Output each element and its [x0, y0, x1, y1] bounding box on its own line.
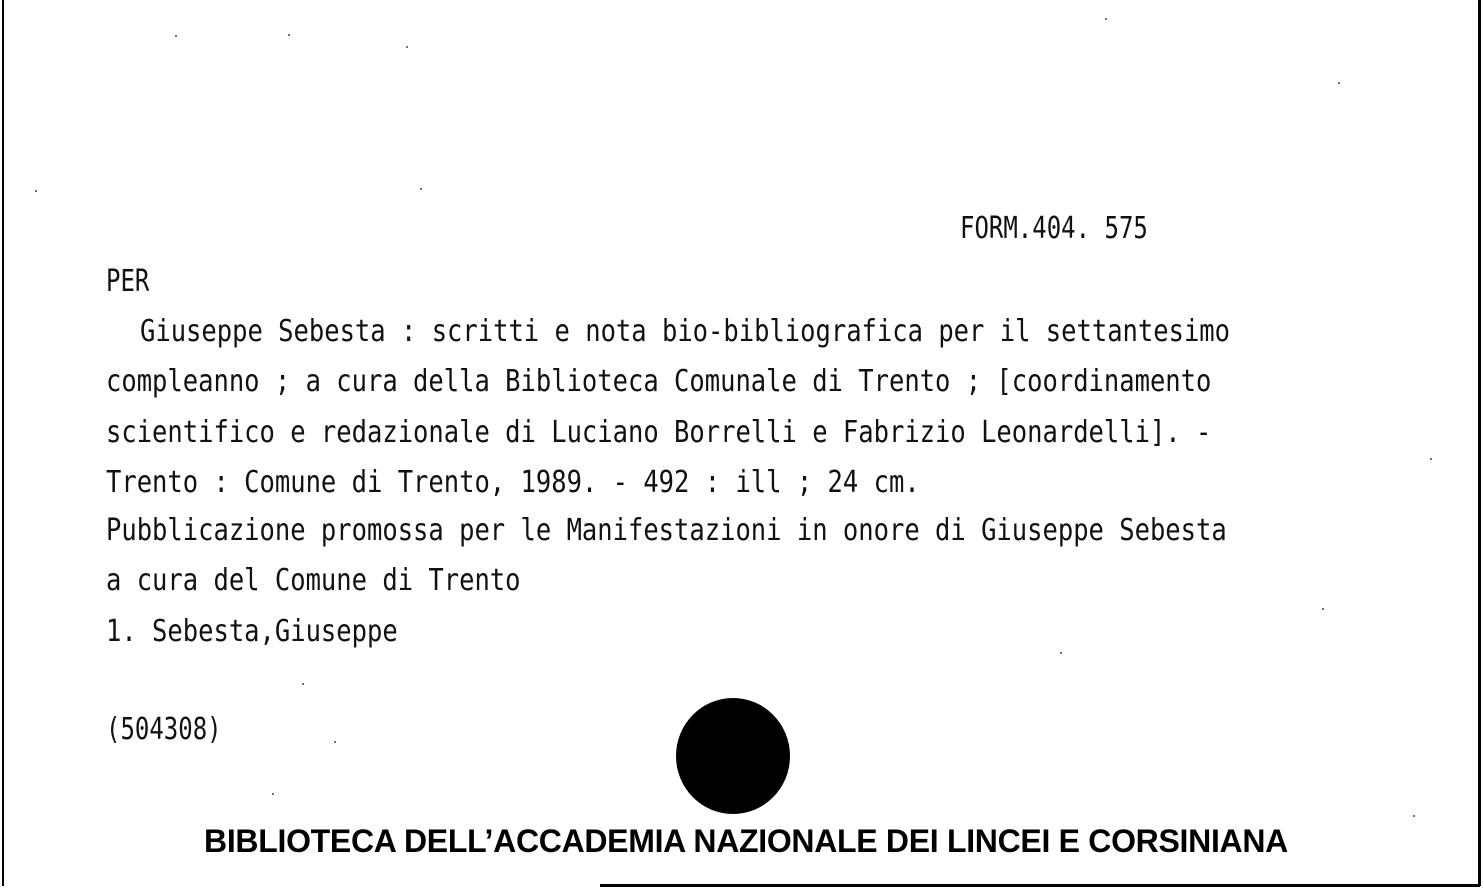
note-line-1: Pubblicazione promossa per le Manifestazioni in onore di Giuseppe Sebesta — [106, 513, 1227, 548]
description-line-1: Giuseppe Sebesta : scritti e nota bio-bibliografica per il settantesimo — [140, 314, 1231, 349]
description-line-2: compleanno ; a cura della Biblioteca Comunale di Trento ; [coordinamento — [106, 364, 1212, 399]
card-left-edge — [2, 0, 4, 886]
scan-speck — [288, 34, 290, 36]
scan-speck — [302, 683, 304, 685]
note-line-2: a cura del Comune di Trento — [106, 563, 521, 598]
scan-speck — [175, 35, 177, 37]
scan-speck — [420, 188, 422, 190]
scan-speck — [1338, 82, 1340, 84]
scan-speck — [272, 793, 274, 795]
record-id: (504308) — [106, 712, 222, 747]
scan-speck — [35, 190, 37, 192]
scan-speck — [406, 46, 408, 48]
punch-hole — [676, 698, 790, 814]
scan-speck — [1322, 608, 1324, 610]
subject-entry: 1. Sebesta,Giuseppe — [106, 614, 398, 649]
scan-speck — [1413, 815, 1415, 817]
card-right-edge — [1478, 0, 1481, 886]
scan-speck — [334, 741, 336, 743]
shelfmark: FORM.404. 575 — [960, 211, 1148, 246]
scan-speck — [1430, 458, 1432, 460]
description-line-3: scientifico e redazionale di Luciano Borrelli e Fabrizio Leonardelli]. - — [106, 415, 1212, 450]
library-stamp: BIBLIOTECA DELL’ACCADEMIA NAZIONALE DEI LINCEI E CORSINIANA — [204, 823, 1288, 859]
scan-speck — [1060, 652, 1062, 654]
scan-speck — [1105, 18, 1107, 20]
description-line-4: Trento : Comune di Trento, 1989. - 492 : ill ; 24 cm. — [106, 465, 920, 500]
collection-prefix: PER — [106, 264, 150, 299]
card-bottom-edge — [600, 884, 1480, 887]
